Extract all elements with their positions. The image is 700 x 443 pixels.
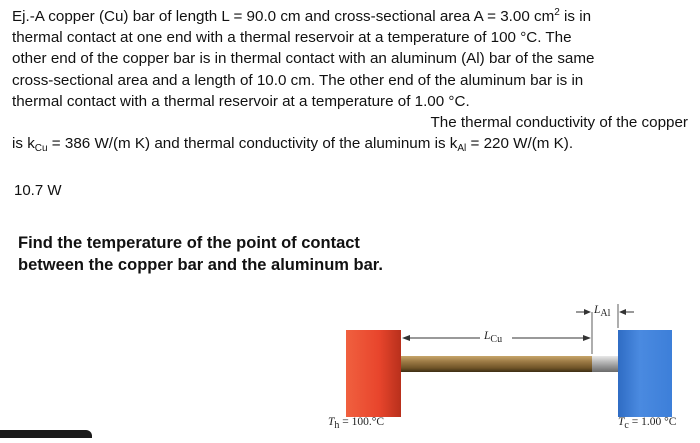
cold-reservoir [618,330,672,417]
problem-line-4: cross-sectional area and a length of 10.0 cm. The other end of the aluminum bar is in [12,71,584,89]
hot-temperature-label: $T_h = 100.^\circ C$ [328,416,385,431]
answer-value: 10.7 W [14,182,62,199]
problem-line-5: thermal contact with a thermal reservoir at a temperature of 1.00 °C. [12,92,470,110]
problem-text: = 220 W/(m K). [466,135,574,153]
hot-reservoir [346,330,401,417]
cold-temperature-label: $T_c = 1.00$ °C [618,416,677,431]
problem-line-2: thermal contact at one end with a thermal reservoir at a temperature of 100 °C. The [12,29,572,47]
problem-text: Ej.-A copper (Cu) bar of length L = 90.0 cm and cross-sectional area A = 3.00 cm [12,8,555,25]
problem-text: is in [559,8,592,25]
bottom-edge-bar [0,430,92,438]
copper-rod [401,356,592,372]
arrow-right-icon [584,309,591,315]
subscript: Al [457,143,467,155]
arrow-left-icon [619,309,626,315]
aluminum-rod [592,356,618,372]
lal-label: $L_{Al}$ [594,304,611,319]
arrow-right-icon [583,335,591,341]
problem-line-7 [12,133,688,154]
question-line-2: between the copper bar and the aluminum bar. [18,256,383,274]
question [18,232,383,276]
lcu-label: $L_{Cu}$ [484,330,503,345]
problem-line-3: other end of the copper bar is in thermal contact with an aluminum (Al) bar of the same [12,50,595,68]
problem-text: = 386 W/(m K) and thermal conductivity of the aluminum is k [47,135,458,153]
subscript: Cu [34,143,48,155]
arrow-left-icon [402,335,410,341]
problem-statement [12,6,688,154]
problem-text: is k [12,135,35,153]
superscript: 2 [554,7,560,18]
problem-line-6: The thermal conductivity of the copper [430,114,688,132]
bar-diagram [300,290,700,438]
problem-line-1 [12,6,688,27]
question-line-1: Find the temperature of the point of contact [18,234,360,252]
